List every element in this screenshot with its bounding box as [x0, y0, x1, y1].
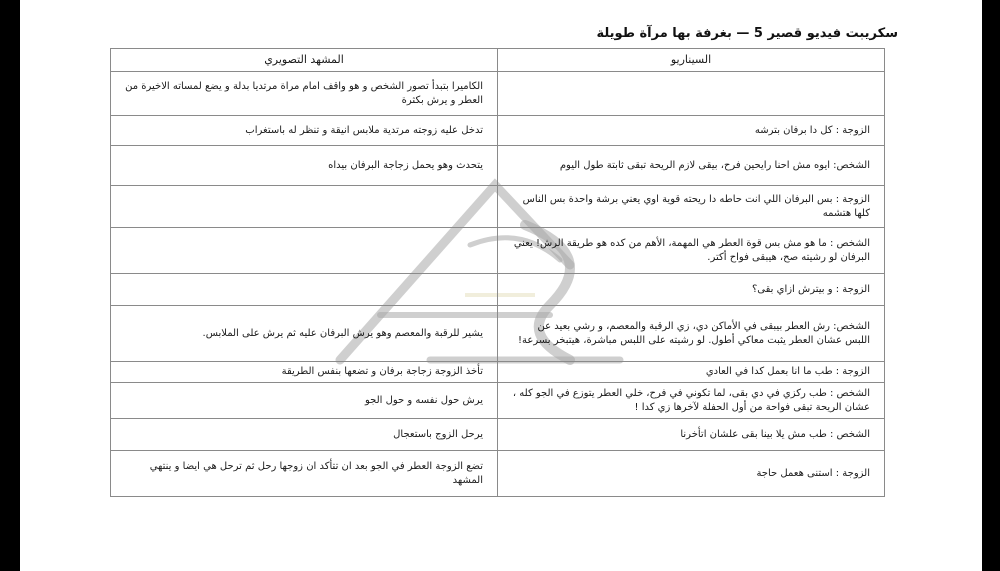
scenario-cell: الزوجة : بس البرفان اللي انت حاطه دا ريحته قوية اوي يعني برشة واحدة بس الناس كلها هتشمه	[498, 186, 885, 228]
table-row	[111, 362, 885, 383]
table-row	[111, 419, 885, 451]
script-table	[110, 48, 885, 497]
scenario-cell: الزوجة : طب ما انا بعمل كدا في العادي	[498, 362, 885, 383]
visual-cell: الكاميرا بتبدأ تصور الشخص و هو واقف امام مراة مرتديا بدلة و يضع لمساته الاخيرة من العطر و يرش بكثرة	[111, 72, 498, 116]
scenario-cell: الشخص: ايوه مش احنا رايحين فرح، بيقى لازم الريحة تبقى ثابتة طول اليوم	[498, 146, 885, 186]
scenario-cell: الشخص: رش العطر بيبقى في الأماكن دي، زي الرقبة والمعصم، و رشي بعيد عن اللبس عشان العطر يثبت معاكي أطول. لو رشيته على اللبس مباشرة، هيتبخر بسرعة!	[498, 306, 885, 362]
table-row	[111, 72, 885, 116]
scenario-cell: الشخص : ما هو مش بس قوة العطر هي المهمة، الأهم من كده هو طريقة الرش! يعني البرفان لو رشيته صح، هيبقى فواح أكتر.	[498, 228, 885, 274]
visual-column-header: المشهد التصويري	[111, 49, 498, 72]
table-header-row	[111, 49, 885, 72]
table-row	[111, 146, 885, 186]
scenario-cell: الزوجة : كل دا برفان بترشه	[498, 116, 885, 146]
visual-cell: تأخذ الزوجة زجاجة برفان و تضعها بنفس الطريقة	[111, 362, 498, 383]
visual-cell: يتحدث وهو يحمل زجاجة البرفان بيداه	[111, 146, 498, 186]
table-row	[111, 383, 885, 419]
table-row	[111, 451, 885, 497]
visual-cell: يشير للرقبة والمعصم وهو يرش البرفان عليه ثم يرش على الملابس.	[111, 306, 498, 362]
visual-cell	[111, 274, 498, 306]
visual-cell	[111, 228, 498, 274]
visual-cell: تدخل عليه زوجته مرتدية ملابس انيقة و تنظر له باستغراب	[111, 116, 498, 146]
document-page	[20, 0, 982, 571]
table-row	[111, 116, 885, 146]
visual-cell: يرش حول نفسه و حول الجو	[111, 383, 498, 419]
scenario-cell: الزوجة : و بيترش ازاي بقى؟	[498, 274, 885, 306]
scenario-cell: الشخص : طب ركزي في دي بقى، لما تكوني في فرح، خلي العطر يتوزع في الجو كله ، عشان الريحة تبقى فواحة من أول الحفلة لآخرها زي كدا !	[498, 383, 885, 419]
visual-cell: يرحل الزوج باستعجال	[111, 419, 498, 451]
scenario-cell: الشخص : طب مش يلا بينا بقى علشان اتأخرنا	[498, 419, 885, 451]
table-row	[111, 306, 885, 362]
visual-cell	[111, 186, 498, 228]
visual-cell: تضع الزوجة العطر في الجو بعد ان تتأكد ان زوجها رحل ثم ترحل هي ايضا و ينتهي المشهد	[111, 451, 498, 497]
table-row	[111, 186, 885, 228]
document-title: سكريبت فيديو قصير 5 — بغرفة بها مرآة طويلة	[596, 26, 898, 41]
scenario-cell: الزوجة : استنى هعمل حاجة	[498, 451, 885, 497]
scenario-column-header: السيناريو	[498, 49, 885, 72]
table-row	[111, 228, 885, 274]
scenario-cell	[498, 72, 885, 116]
table-row	[111, 274, 885, 306]
